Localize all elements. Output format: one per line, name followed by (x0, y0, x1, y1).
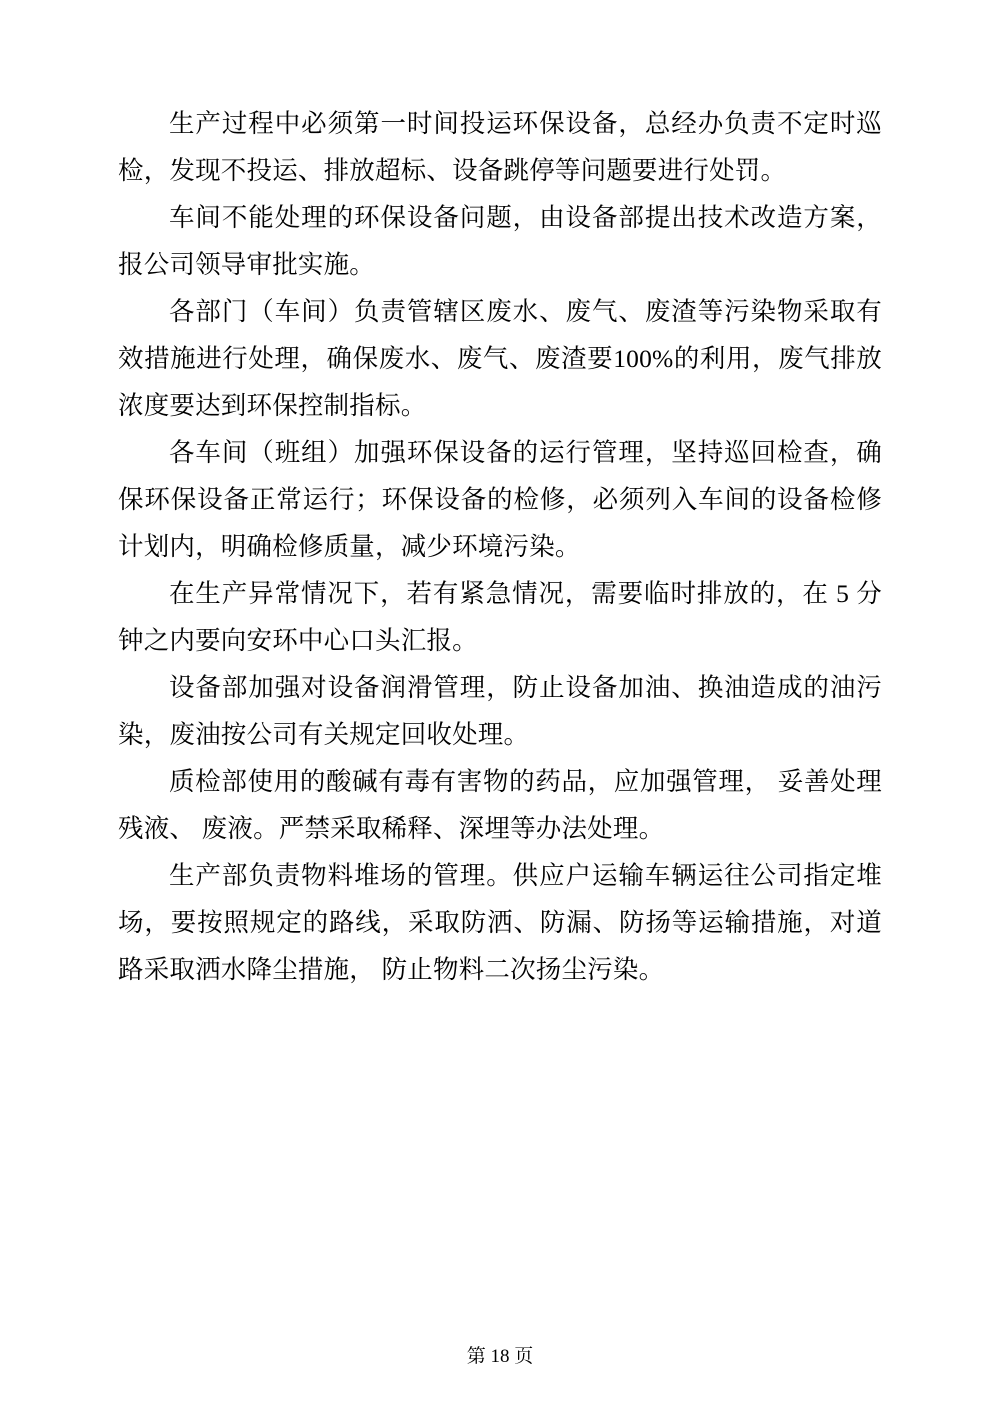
page-number-footer: 第 18 页 (466, 1346, 534, 1367)
paragraph: 各部门（车间）负责管辖区废水、废气、废渣等污染物采取有效措施进行处理，确保废水、废气、废渣要100%的利用，废气排放浓度要达到环保控制指标。 (118, 297, 882, 420)
paragraph: 在生产异常情况下，若有紧急情况，需要临时排放的，在 5 分钟之内要向安环中心口头汇报。 (118, 579, 882, 655)
document-body (118, 100, 882, 993)
paragraph: 生产过程中必须第一时间投运环保设备，总经办负责不定时巡检，发现不投运、排放超标、设备跳停等问题要进行处罚。 (118, 109, 882, 185)
paragraph: 车间不能处理的环保设备问题，由设备部提出技术改造方案，报公司领导审批实施。 (118, 203, 882, 279)
paragraph: 各车间（班组）加强环保设备的运行管理，坚持巡回检查，确保环保设备正常运行；环保设备的检修，必须列入车间的设备检修计划内，明确检修质量，减少环境污染。 (118, 438, 882, 561)
paragraph: 设备部加强对设备润滑管理，防止设备加油、换油造成的油污染，废油按公司有关规定回收处理。 (118, 673, 882, 749)
paragraph: 生产部负责物料堆场的管理。供应户运输车辆运往公司指定堆场，要按照规定的路线，采取防洒、防漏、防扬等运输措施，对道路采取洒水降尘措施， 防止物料二次扬尘污染。 (118, 861, 882, 984)
paragraph: 质检部使用的酸碱有毒有害物的药品，应加强管理， 妥善处理残液、 废液。严禁采取稀释、深埋等办法处理。 (118, 767, 882, 843)
